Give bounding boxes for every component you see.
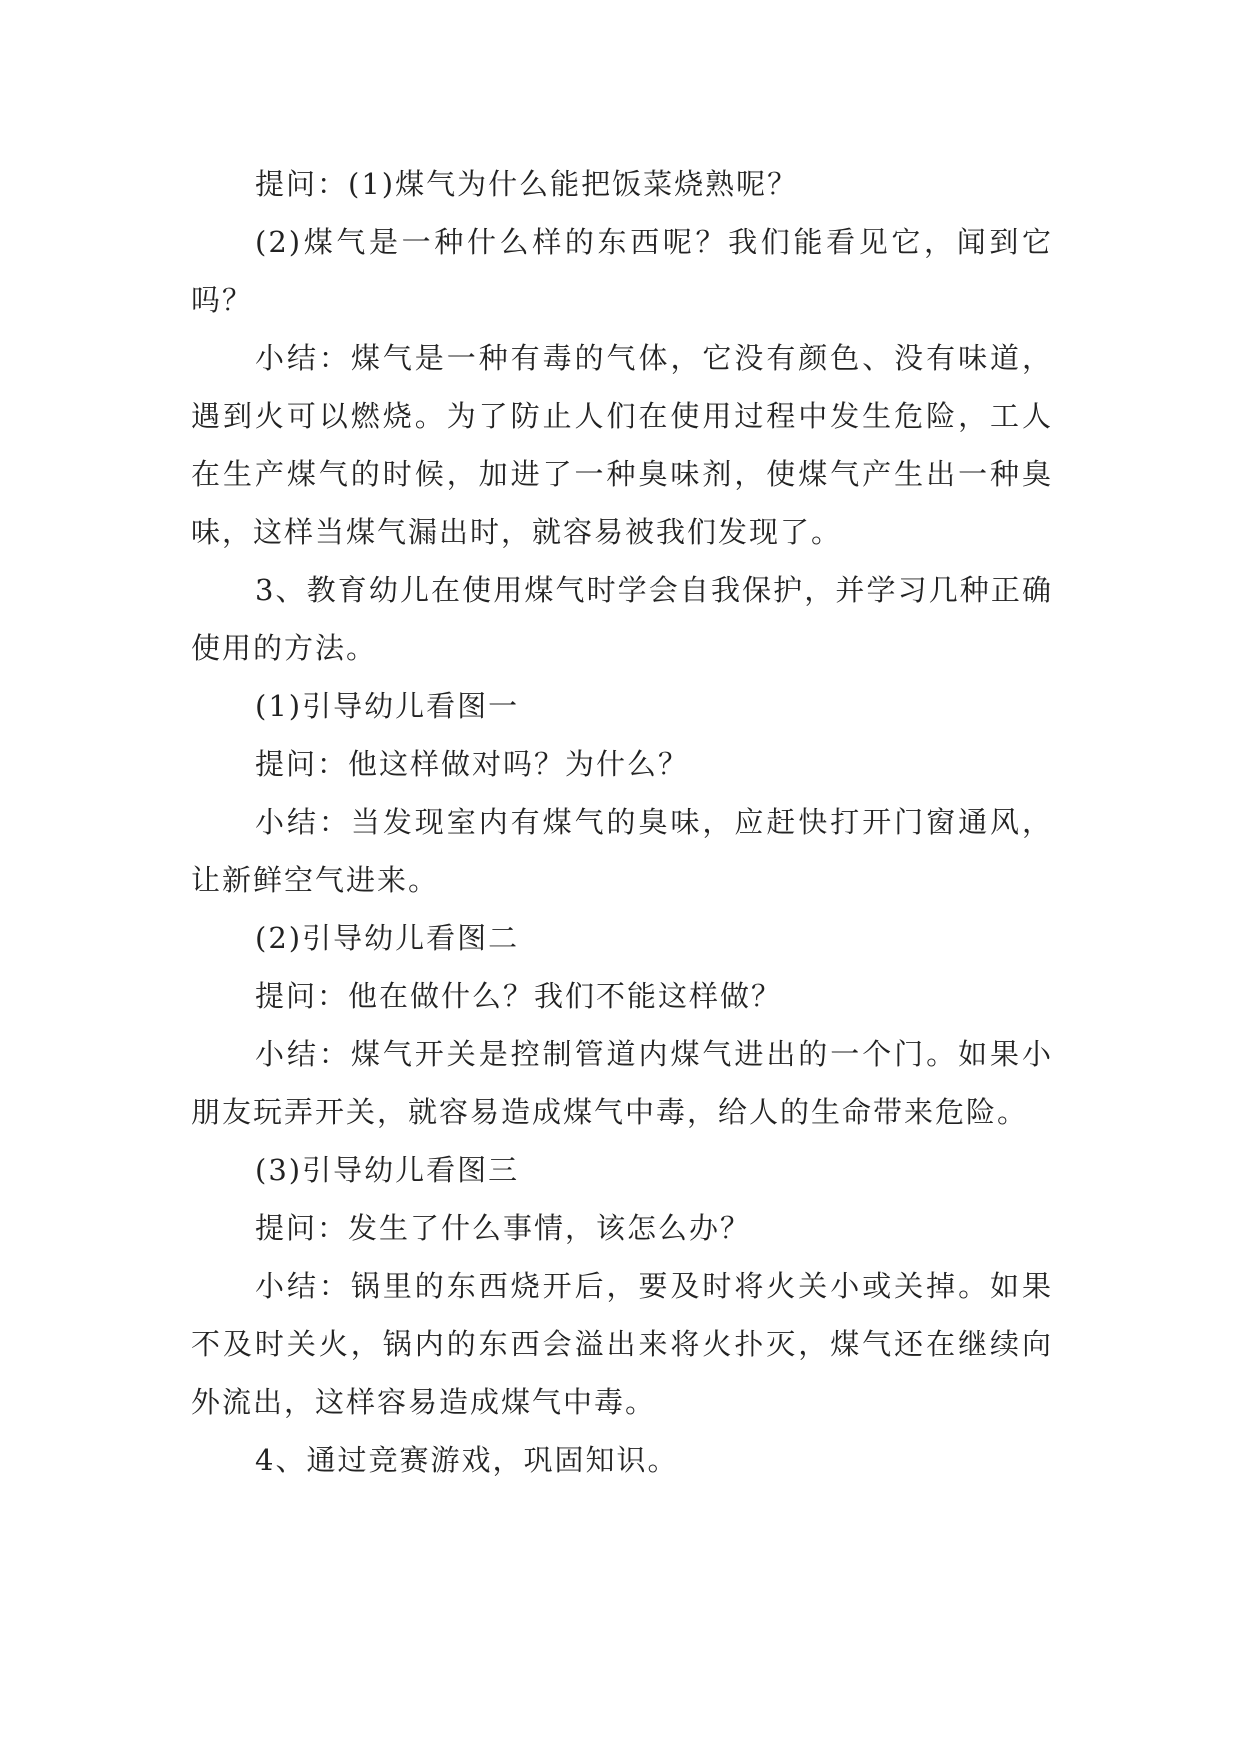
document-body: [191, 155, 1053, 1489]
paragraph-picture-3: (3)引导幼儿看图三: [255, 1153, 520, 1187]
paragraph-picture-2-question: 提问：他在做什么？我们不能这样做？: [255, 979, 783, 1013]
paragraph-picture-1-question: 提问：他这样做对吗？为什么？: [255, 747, 690, 781]
paragraph-picture-1: (1)引导幼儿看图一: [255, 689, 520, 723]
paragraph-picture-2-summary: 小结：煤气开关是控制管道内煤气进出的一个门。如果小朋友玩弄开关，就容易造成煤气中毒，给人的生命带来危险。: [191, 1037, 1053, 1129]
paragraph-picture-2: (2)引导幼儿看图二: [255, 921, 520, 955]
paragraph-step-3: 3、教育幼儿在使用煤气时学会自我保护，并学习几种正确使用的方法。: [191, 573, 1053, 665]
paragraph-picture-3-summary: 小结：锅里的东西烧开后，要及时将火关小或关掉。如果不及时关火，锅内的东西会溢出来将火扑灭，煤气还在继续向外流出，这样容易造成煤气中毒。: [191, 1269, 1053, 1419]
paragraph-picture-1-summary: 小结：当发现室内有煤气的臭味，应赶快打开门窗通风，让新鲜空气进来。: [191, 805, 1053, 897]
paragraph-question-1: 提问：(1)煤气为什么能把饭菜烧熟呢？: [255, 167, 799, 201]
paragraph-question-2: (2)煤气是一种什么样的东西呢？我们能看见它，闻到它吗？: [191, 225, 1053, 317]
paragraph-summary-gas: 小结：煤气是一种有毒的气体，它没有颜色、没有味道，遇到火可以燃烧。为了防止人们在使用过程中发生危险，工人在生产煤气的时候，加进了一种臭味剂，使煤气产生出一种臭味，这样当煤气漏出时，就容易被我们发现了。: [191, 341, 1053, 549]
paragraph-picture-3-question: 提问：发生了什么事情，该怎么办？: [255, 1211, 752, 1245]
paragraph-step-4: 4、通过竞赛游戏，巩固知识。: [255, 1443, 679, 1477]
